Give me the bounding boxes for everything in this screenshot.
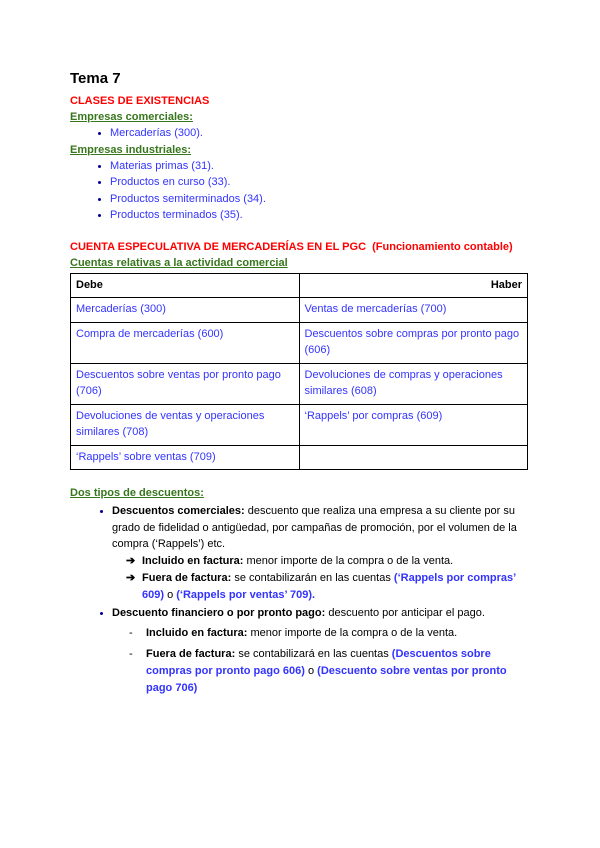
list-item xyxy=(112,503,528,604)
sub-item xyxy=(126,570,528,604)
arrow-marker-icon: ➔ xyxy=(126,554,136,567)
table-cell: Compra de mercaderías (600) xyxy=(71,322,300,363)
text-segment: (‘Rappels por ventas’ 709). xyxy=(176,588,316,601)
text-segment: (Descuentos sobre compras por pronto pago 606) xyxy=(146,648,491,677)
text-segment: se contabilizará en las cuentas xyxy=(238,648,392,660)
sub-item-text xyxy=(142,570,528,604)
text-segment: o xyxy=(304,665,318,677)
table-cell: Ventas de mercaderías (700) xyxy=(299,298,528,323)
list-item: • Productos terminados (35). xyxy=(110,207,528,224)
list-empresas-comerciales xyxy=(70,125,528,142)
sub-item xyxy=(126,646,528,697)
table-row xyxy=(71,404,528,445)
sub-item-text xyxy=(142,553,528,570)
text-segment: Incluido en factura: xyxy=(142,554,247,567)
dash-marker: - xyxy=(129,627,133,639)
list-item: • Productos en curso (33). xyxy=(110,174,528,191)
list-item: • Materias primas (31). xyxy=(110,158,528,175)
table-cell: Descuentos sobre ventas por pronto pago (706) xyxy=(71,363,300,404)
sub-item-text xyxy=(146,625,528,642)
table-row xyxy=(71,363,528,404)
table-cell: Descuentos sobre compras por pronto pago (606) xyxy=(299,322,528,363)
subheading-empresas-industriales: Empresas industriales: xyxy=(70,143,192,156)
heading-dos-tipos-descuentos: Dos tipos de descuentos: xyxy=(70,487,204,499)
list-item: • Productos semiterminados (34). xyxy=(110,191,528,208)
debe-haber-table xyxy=(70,273,528,471)
table-row xyxy=(71,298,528,323)
table-header-debe: Debe xyxy=(71,273,300,298)
list-descuentos xyxy=(70,503,528,697)
subheading-cuentas-actividad-comercial: Cuentas relativas a la actividad comercial xyxy=(70,256,288,269)
heading-clases-existencias: CLASES DE EXISTENCIAS xyxy=(70,95,210,107)
paragraph xyxy=(112,503,528,553)
text-segment: Fuera de factura: xyxy=(146,648,239,660)
text-segment: se contabilizarán en las cuentas xyxy=(234,571,394,584)
sub-item xyxy=(126,553,528,570)
paragraph xyxy=(112,605,528,622)
table-cell: Mercaderías (300) xyxy=(71,298,300,323)
sub-item-text xyxy=(146,646,528,697)
table-cell: Devoluciones de ventas y operaciones similares (708) xyxy=(71,404,300,445)
heading-cuenta-especulativa: CUENTA ESPECULATIVA DE MERCADERÍAS EN EL PGC (Funcionamiento contable) xyxy=(70,240,513,253)
table-body xyxy=(71,298,528,470)
table-cell xyxy=(299,445,528,470)
page-title: Tema 7 xyxy=(70,70,121,87)
table-row xyxy=(71,445,528,470)
text-segment: Descuentos comerciales: xyxy=(112,505,248,517)
text-segment: (‘Rappels por compras’ 609) xyxy=(142,571,516,601)
table-header-row xyxy=(71,273,528,298)
text-segment: o xyxy=(164,588,177,601)
table-cell: Devoluciones de compras y operaciones similares (608) xyxy=(299,363,528,404)
table-head xyxy=(71,273,528,298)
table-row xyxy=(71,322,528,363)
arrow-marker-icon: ➔ xyxy=(126,571,136,584)
text-segment: Incluido en factura: xyxy=(146,627,251,639)
text-segment: Descuento financiero o por pronto pago: xyxy=(112,606,329,619)
text-segment: descuento que realiza una empresa a su cliente por su grado de fidelidad o antigüedad, por campañas de promoción, por el volumen de la compra (‘Rappels’) etc. xyxy=(112,505,517,550)
text-segment: descuento por anticipar el pago. xyxy=(328,606,485,619)
sub-item xyxy=(126,625,528,642)
dash-marker: - xyxy=(129,648,133,660)
text-segment: menor importe de la compra o de la venta. xyxy=(246,554,454,567)
text-segment: menor importe de la compra o de la venta. xyxy=(250,627,458,639)
text-segment: Fuera de factura: xyxy=(142,571,235,584)
list-item: • Mercaderías (300). xyxy=(110,125,528,142)
subheading-empresas-comerciales: Empresas comerciales: xyxy=(70,111,193,123)
table-header-haber: Haber xyxy=(299,273,528,298)
list-empresas-industriales xyxy=(70,158,528,224)
table-cell: ‘Rappels’ sobre ventas (709) xyxy=(71,445,300,470)
table-cell: ‘Rappels’ por compras (609) xyxy=(299,404,528,445)
list-item xyxy=(112,605,528,698)
text-segment: (Descuento sobre ventas por pronto pago 706) xyxy=(146,665,507,694)
